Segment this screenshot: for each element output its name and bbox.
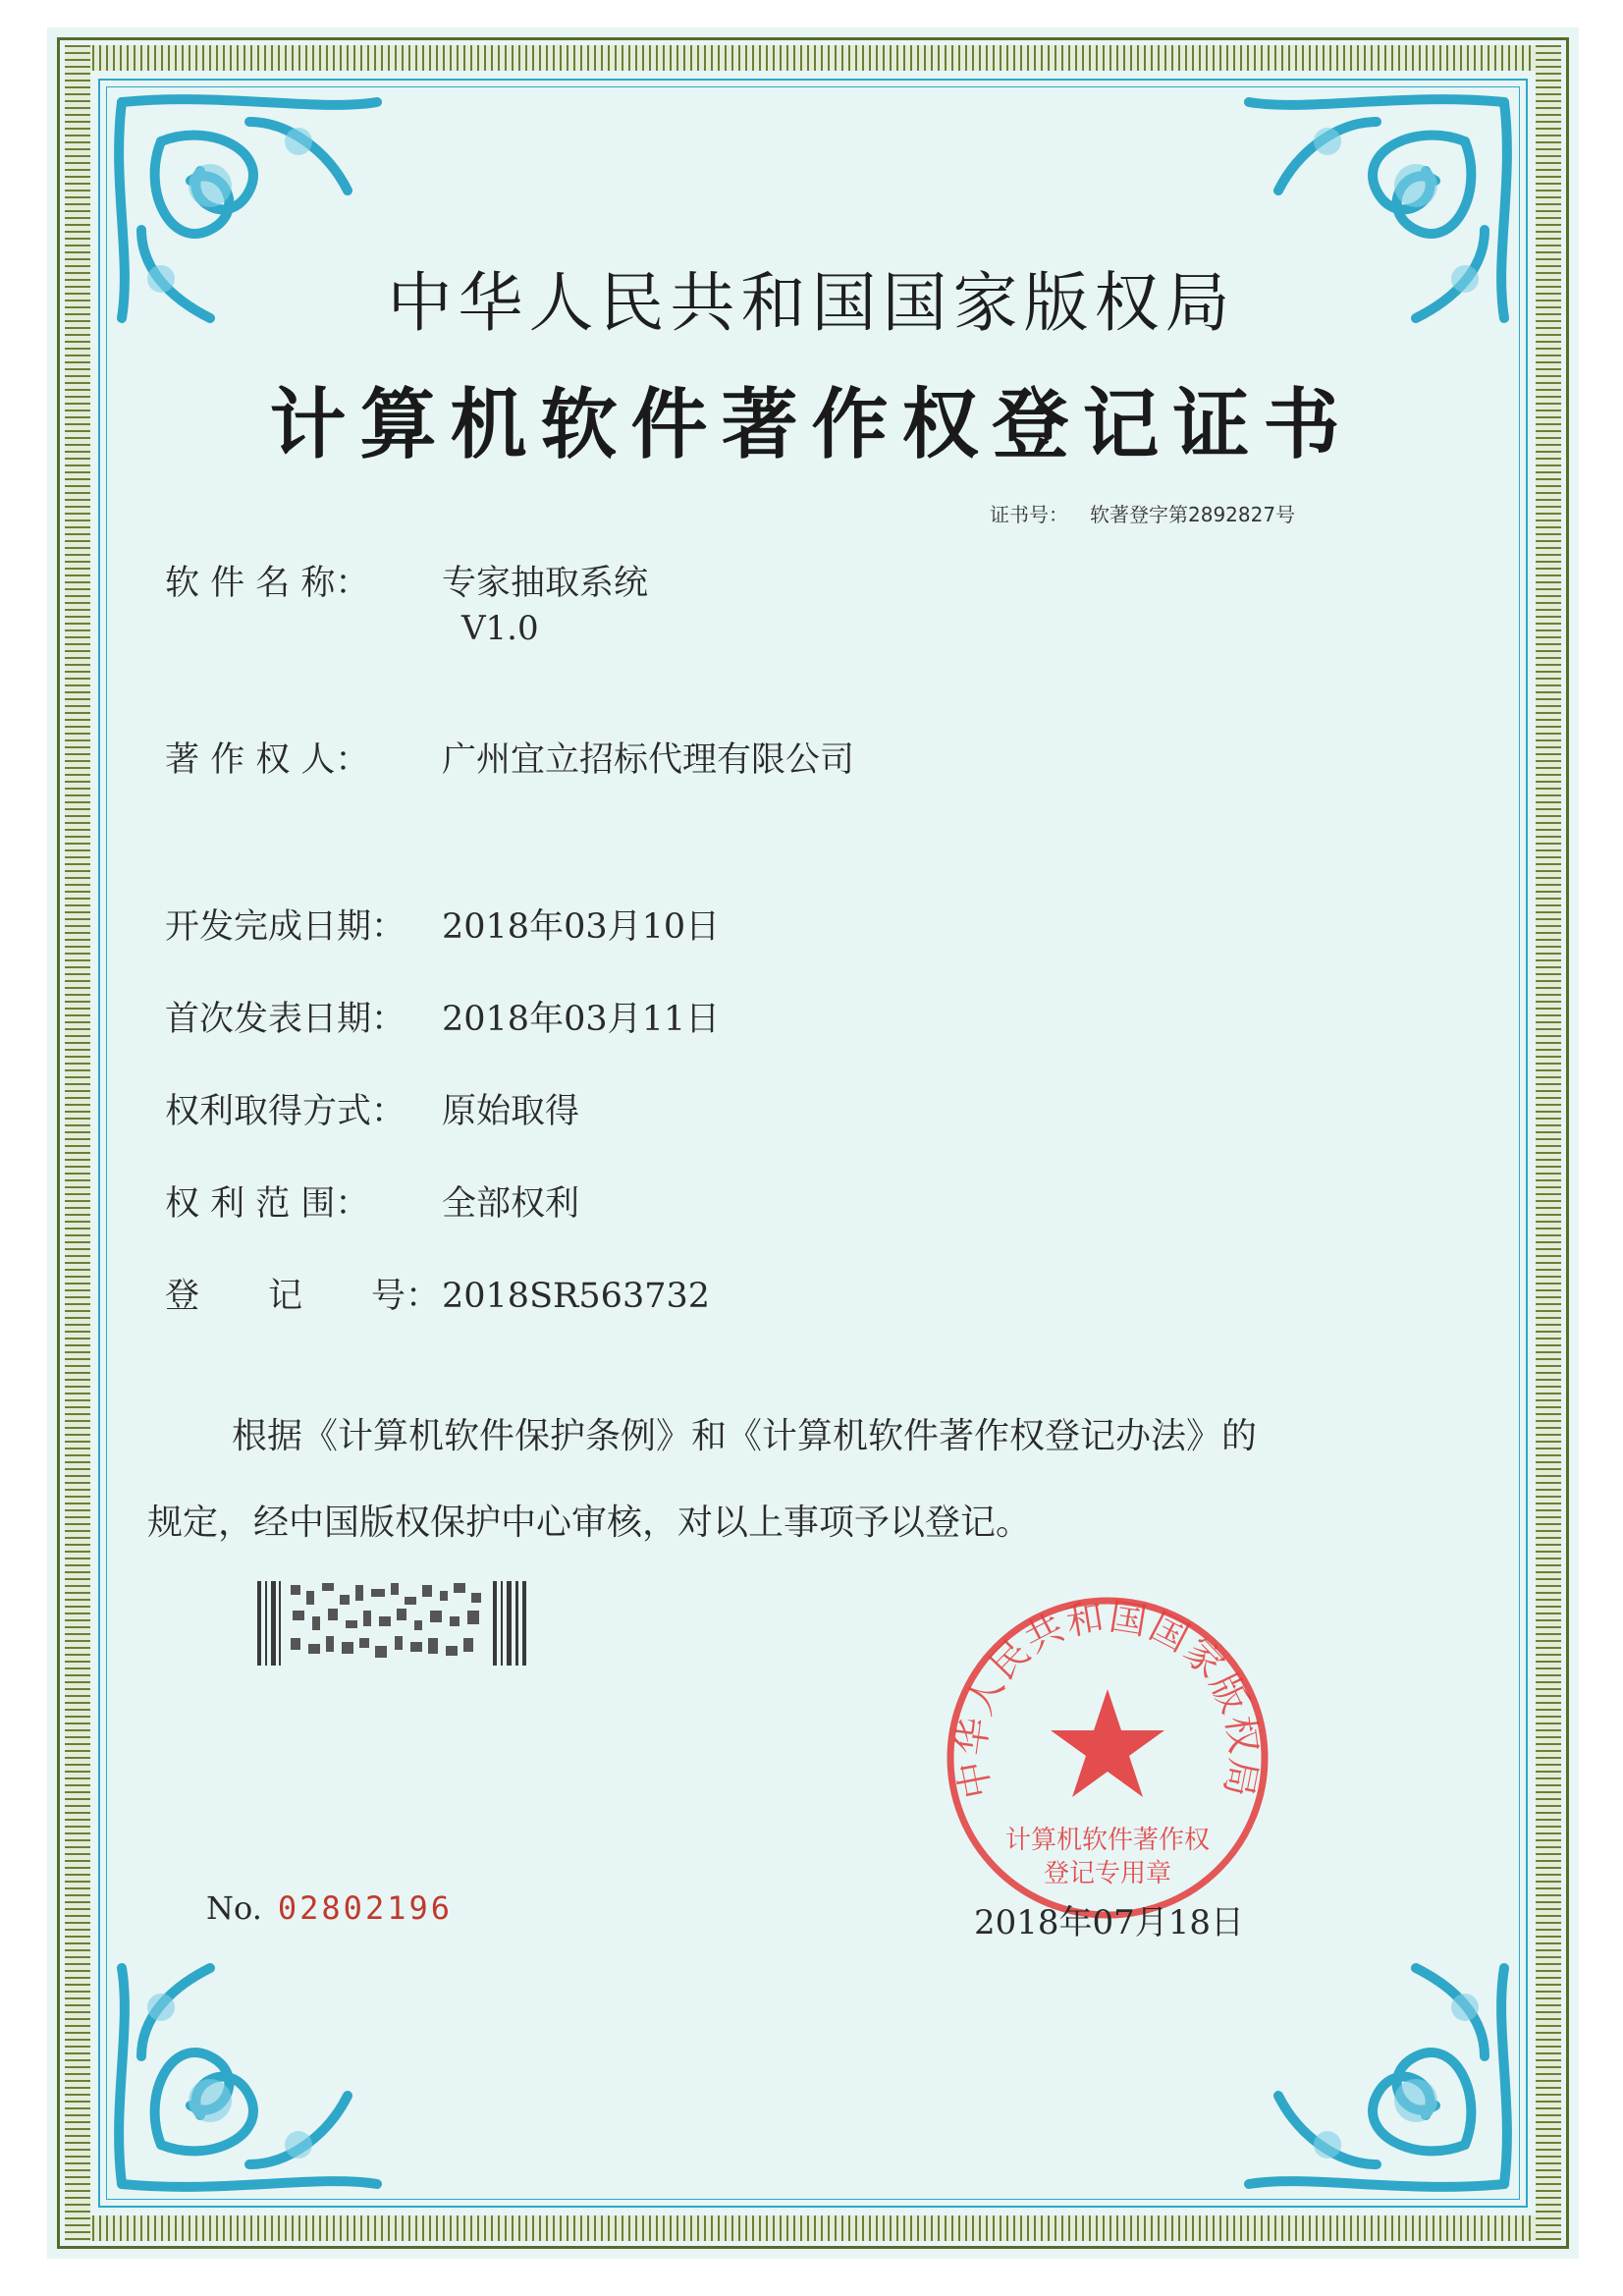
statement-line-2: 规定，经中国版权保护中心审核，对以上事项予以登记。 — [147, 1503, 1032, 1543]
field-label: 权利取得方式： — [165, 1092, 406, 1131]
issue-date: 2018年07月18日 — [974, 1903, 1245, 1942]
field-value: 专家抽取系统 — [442, 564, 649, 603]
official-seal — [941, 1591, 1274, 1925]
field-label: 首次发表日期： — [165, 1000, 406, 1039]
field-value: 全部权利 — [442, 1184, 580, 1224]
field-acquisition-method — [165, 1084, 579, 1133]
certificate-number-value: 软著登字第2892827号 — [1090, 503, 1296, 526]
field-label: 登 记 号： — [165, 1277, 441, 1316]
statement-line-1: 根据《计算机软件保护条例》和《计算机软件著作权登记办法》的 — [232, 1416, 1258, 1456]
field-value: 2018年03月10日 — [442, 907, 721, 947]
field-value: 原始取得 — [442, 1092, 580, 1131]
field-publish-date — [165, 992, 720, 1041]
field-value: 2018SR563732 — [442, 1277, 711, 1316]
software-version: V1.0 — [461, 609, 539, 648]
barcode-icon — [257, 1581, 532, 1666]
seal-inner-line-1: 计算机软件著作权 — [1004, 1826, 1211, 1855]
greek-key-border-bottom — [65, 2215, 1561, 2241]
serial-number — [206, 1889, 453, 1927]
field-registration-number — [165, 1269, 710, 1318]
field-software-name — [165, 556, 648, 605]
field-value: 2018年03月11日 — [442, 1000, 721, 1039]
serial-number-value: 02802196 — [277, 1889, 453, 1927]
field-label: 软 件 名 称： — [165, 564, 370, 603]
field-label: 权 利 范 围： — [165, 1184, 370, 1224]
certificate-number — [990, 499, 1317, 527]
seal-star-icon — [1051, 1689, 1164, 1797]
seal-arc-text: 中华人民共和国国家版权局 — [948, 1594, 1267, 1803]
corner-ornament-icon — [102, 1948, 397, 2204]
field-rights-scope — [165, 1176, 579, 1226]
field-dev-date — [165, 900, 720, 949]
seal-inner-line-2: 登记专用章 — [1043, 1859, 1172, 1888]
issuing-authority: 中华人民共和国国家版权局 — [387, 265, 1236, 341]
serial-number-label: No. — [206, 1889, 262, 1927]
greek-key-border-top — [65, 45, 1561, 71]
field-label: 开发完成日期： — [165, 907, 406, 947]
certificate-number-label: 证书号： — [990, 503, 1068, 526]
field-copyright-owner — [165, 733, 854, 782]
corner-ornament-icon — [1229, 1948, 1524, 2204]
field-label: 著 作 权 人： — [165, 740, 370, 780]
field-value: 广州宜立招标代理有限公司 — [442, 740, 855, 780]
certificate-title: 计算机软件著作权登记证书 — [269, 381, 1354, 469]
